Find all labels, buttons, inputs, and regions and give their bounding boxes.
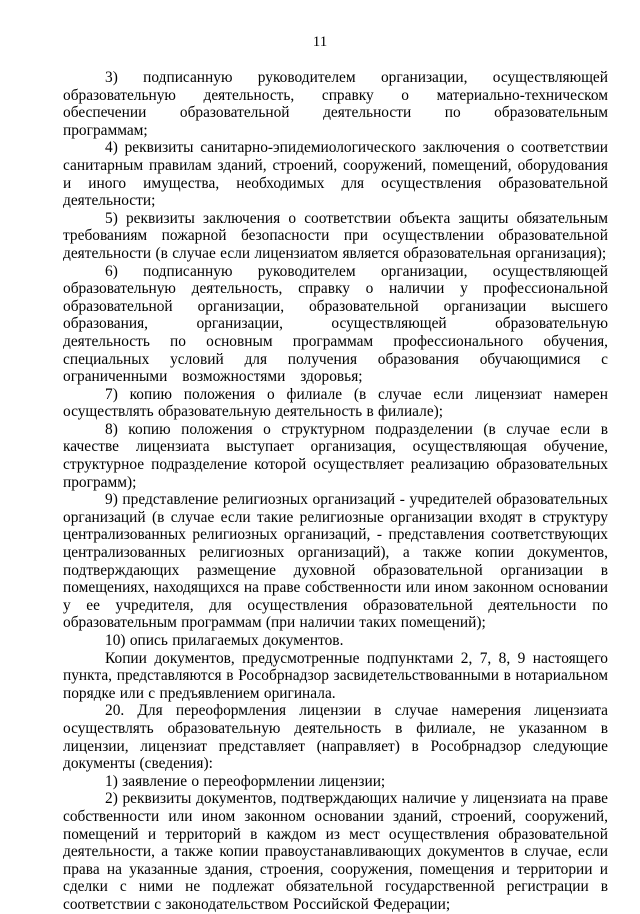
paragraph-item-5: 5) реквизиты заключения о соответствии объекта защиты обязательным требованиям пожарной безопасности при осуществлении образовательной деятельности (в случае если лицензиатом является образовательная организация);: [63, 209, 608, 262]
paragraph-item-3: 3) подписанную руководителем организации, осуществляющей образовательную деятельность, справку о материально-техническом обеспечении образовательной деятельности по образовательным программам;: [63, 69, 608, 139]
paragraph-item-7: 7) копию положения о филиале (в случае если лицензиат намерен осуществлять образовательную деятельность в филиале);: [63, 385, 608, 421]
page-number: 11: [312, 34, 328, 50]
paragraph-20-item-1: 1) заявление о переоформлении лицензии;: [105, 772, 386, 790]
paragraph-item-8: 8) копию положения о структурном подразделении (в случае если в качестве лицензиата выступает организация, осуществляющая обучение, структурное подразделение которой осуществляет реализацию образовательных программ);: [63, 420, 608, 491]
paragraph-copies-note: Копии документов, предусмотренные подпунктами 2, 7, 8, 9 настоящего пункта, представляются в Рособрнадзор засвидетельствованными в нотариальном порядке или с предъявлением оригинала.: [63, 649, 608, 702]
paragraph-section-20: 20. Для переоформления лицензии в случае намерения лицензиата осуществлять образовательную деятельность в филиале, не указанном в лицензии, лицензиат представляет (направляет) в Рособрнадзор следующие документы (сведения):: [63, 702, 608, 773]
paragraph-20-item-2: 2) реквизиты документов, подтверждающих наличие у лицензиата на праве собственности или ином законном основании зданий, строений, сооружений, помещений и территорий в каждом из мест осуществления образовательной деятельности, а также копии правоустанавливающих документов в случае, если права на указанные здания, строения, сооружения, помещения и территории и сделки с ними не подлежат обязательной государственной регистрации в соответствии с законодательством Российской Федерации;: [63, 790, 608, 913]
paragraph-item-9: 9) представление религиозных организаций - учредителей образовательных организаций (в случае если такие религиозные организации входят в структуру централизованных религиозных организаций, - представления соответствующих централизованных религиозных организаций), а также копии документов, подтверждающих размещение духовной образовательной организации в помещениях, находящихся на праве собственности или ином законном основании у ее учредителя, для осуществления образовательной деятельности по образовательным программам (при наличии таких помещений);: [63, 491, 608, 632]
paragraph-item-10: 10) опись прилагаемых документов.: [105, 632, 344, 649]
paragraph-item-4: 4) реквизиты санитарно-эпидемиологического заключения о соответствии санитарным правилам зданий, строений, сооружений, помещений, оборудования и иного имущества, необходимых для осуществления образовательной деятельности;: [63, 139, 608, 210]
document-body: [63, 69, 608, 914]
paragraph-item-6: 6) подписанную руководителем организации, осуществляющей образовательную деятельность, справку о наличии у профессиональной образовательной организации, образовательной организации высшего образования, организации, осуществляющей образовательную деятельность по основным программам профессионального обучения, специальных условий для получения образования обучающимися с ограниченными возможностями здоровья;: [63, 262, 608, 386]
